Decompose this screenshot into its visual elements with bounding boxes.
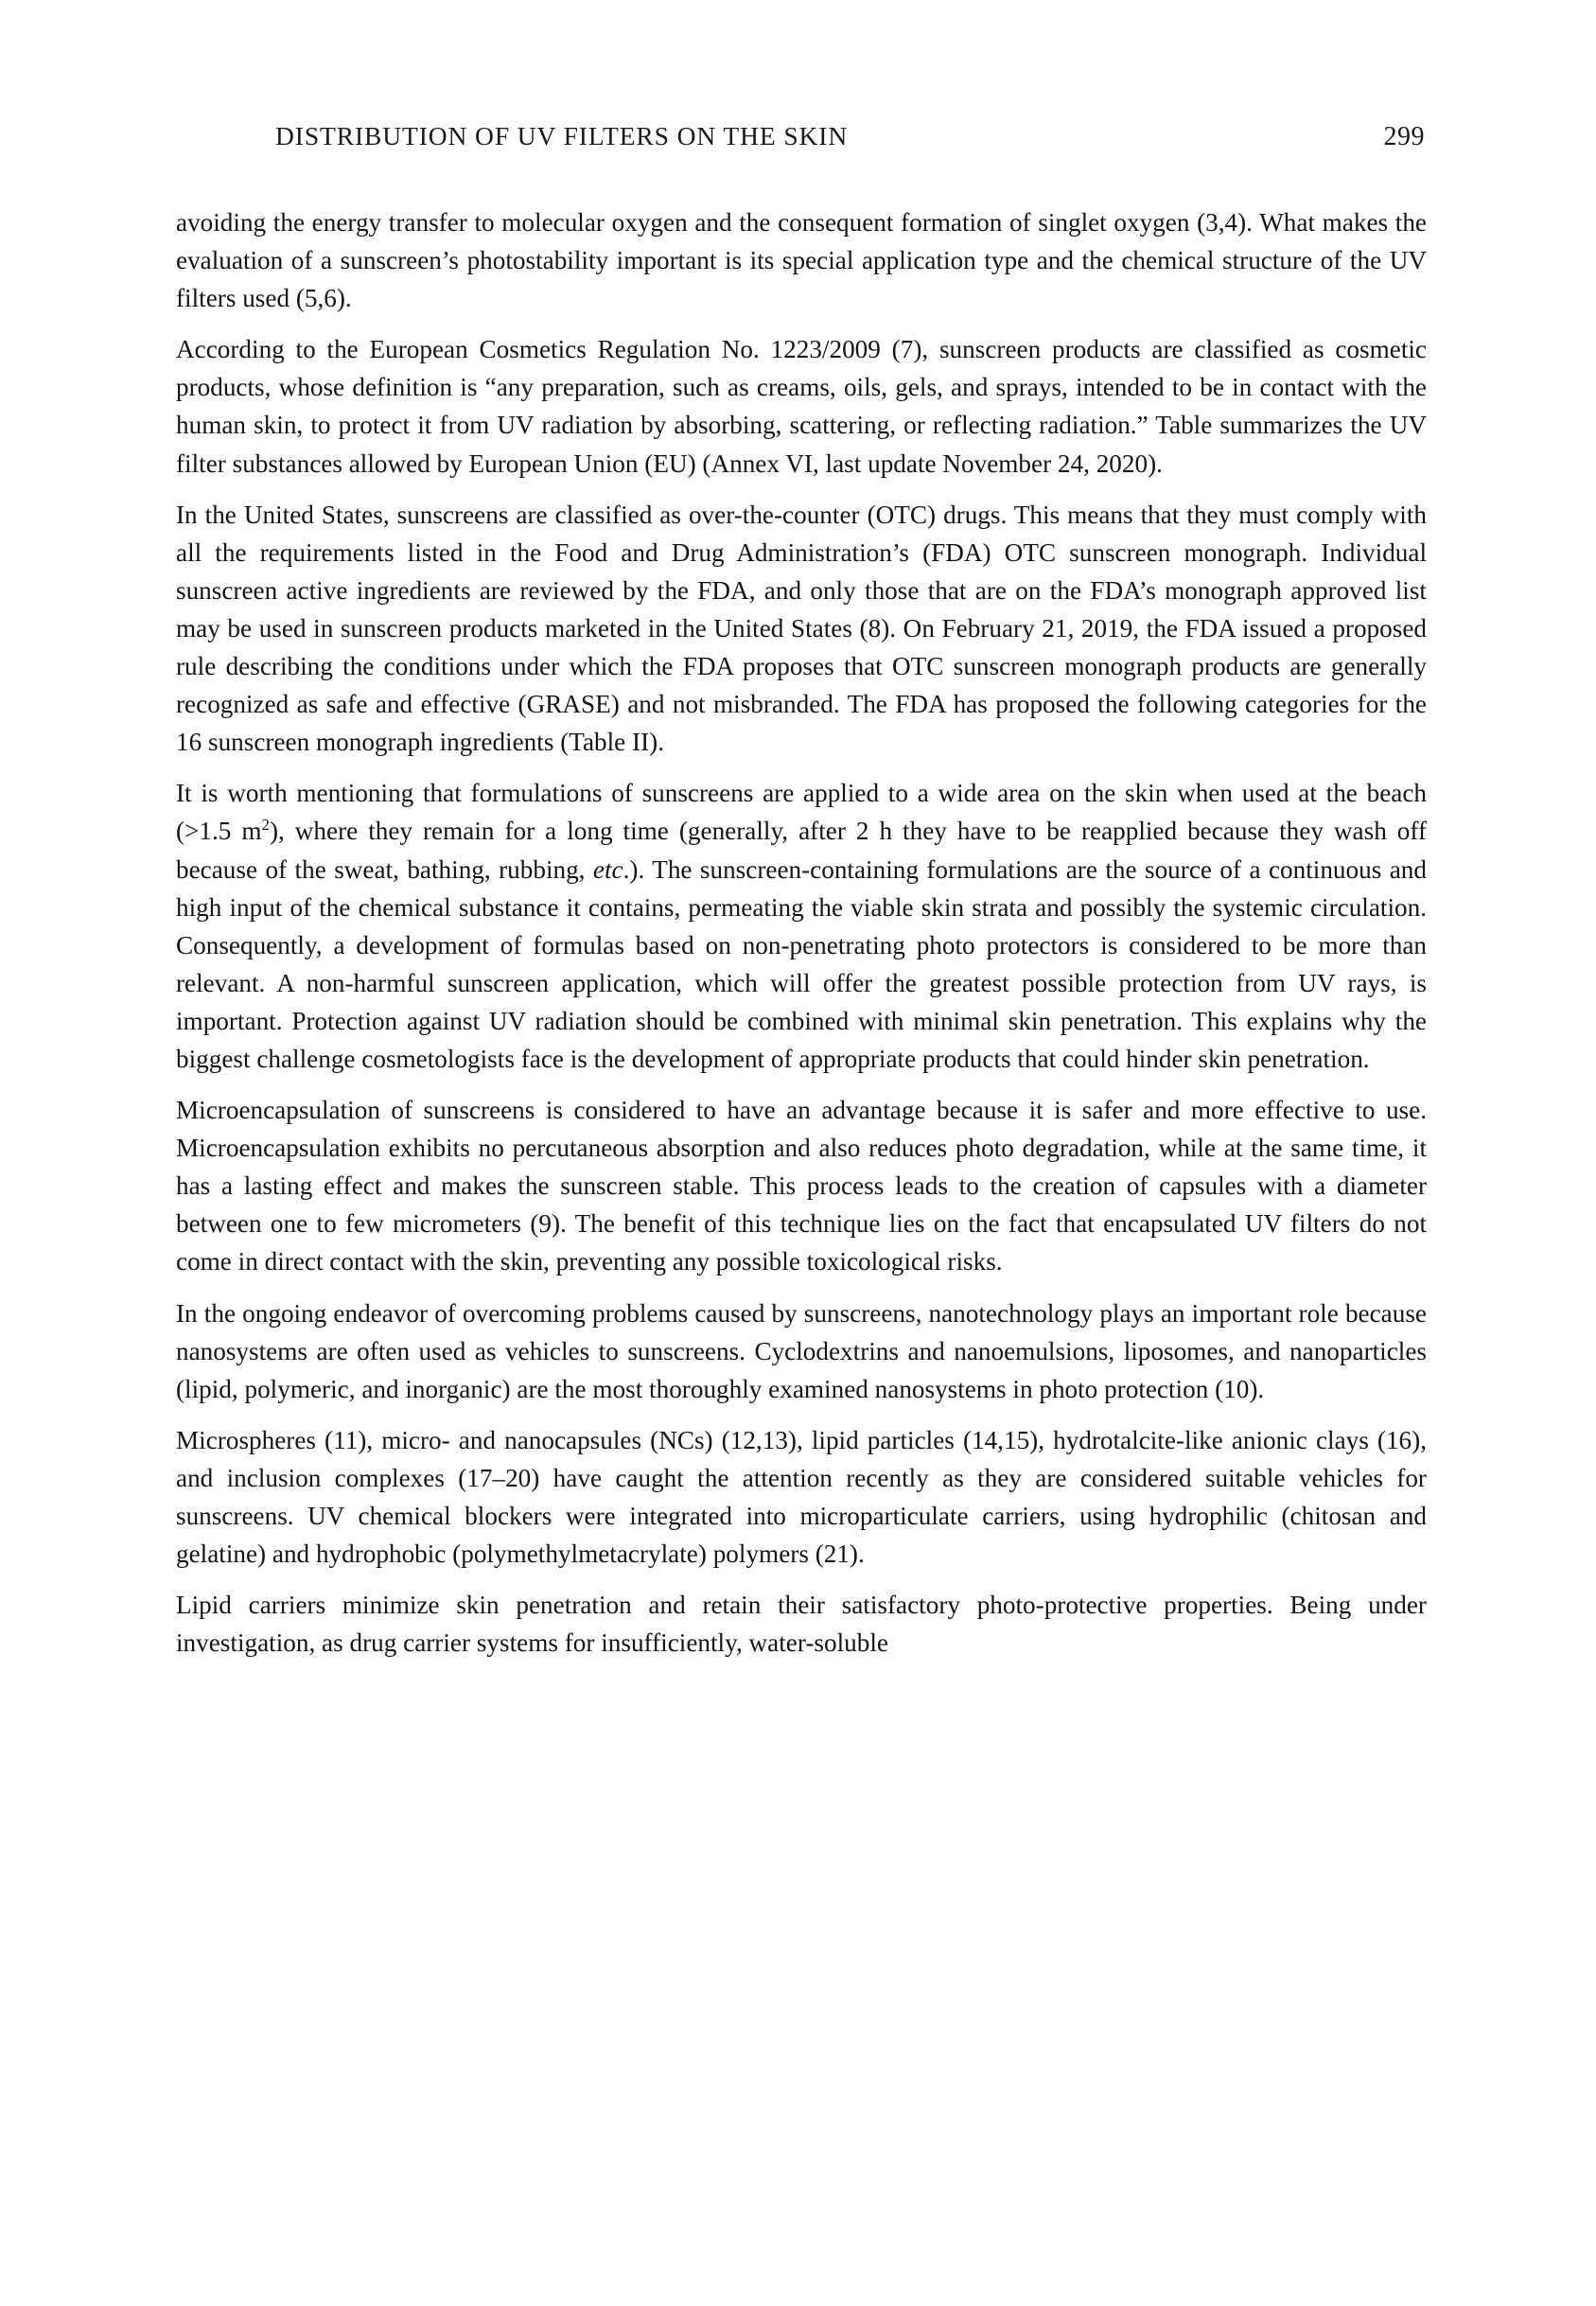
paragraph: Lipid carriers minimize skin penetration and retain their satisfactory photo-protective properties. Being under investigation, as drug carrier systems for insufficiently, water-soluble xyxy=(176,1591,1427,1658)
superscript-exponent: 2 xyxy=(261,816,270,835)
paragraph: In the ongoing endeavor of overcoming problems caused by sunscreens, nanotechnology plays an important role because nanosystems are often used as vehicles to sunscreens. Cyclodextrins and nanoemulsions, liposomes, and nanoparticles (lipid, polymeric, and inorganic) are the most thoroughly examined nanosystems in photo protection (10). xyxy=(176,1298,1427,1403)
running-title: DISTRIBUTION OF UV FILTERS ON THE SKIN xyxy=(275,121,849,150)
paragraph-segment: .). The sunscreen-containing formulations are the source of a continuous and high input of the chemical substance it contains, permeating the viable skin strata and possibly the systemic circulation. Consequently, a development of formulas based on non-penetrating photo protectors is considered to be more than relevant. A non-harmful sunscreen application, which will offer the greatest possible protection from UV rays, is important. Protection against UV radiation should be combined with minimal skin penetration. This explains why the biggest challenge cosmetologists face is the development of appropriate products that could hinder skin penetration. xyxy=(176,854,1427,1073)
paragraph: According to the European Cosmetics Regulation No. 1223/2009 (7), sunscreen products are classified as cosmetic products, whose definition is “any preparation, such as creams, oils, gels, and sprays, intended to be in contact with the human skin, to protect it from UV radiation by absorbing, scattering, or reflecting radiation.” Table summarizes the UV filter substances allowed by European Union (EU) (Annex VI, last update November 24, 2020). xyxy=(176,335,1427,478)
paragraph: Microspheres (11), micro- and nanocapsules (NCs) (12,13), lipid particles (14,15), hydrotalcite-like anionic clays (16), and inclusion complexes (17–20) have caught the attention recently as they are considered suitable vehicles for sunscreens. UV chemical blockers were integrated into microparticulate carriers, using hydrophilic (chitosan and gelatine) and hydrophobic (polymethylmetacrylate) polymers (21). xyxy=(176,1425,1427,1569)
body-text-column xyxy=(176,203,1427,1662)
italic-abbreviation: etc xyxy=(592,854,623,884)
running-head xyxy=(176,121,1425,152)
paragraph: Microencapsulation of sunscreens is considered to have an advantage because it is safer and more effective to use. Microencapsulation exhibits no percutaneous absorption and also reduces photo degradation, while at the same time, it has a lasting effect and makes the sunscreen stable. This process leads to the creation of capsules with a diameter between one to few micrometers (9). The benefit of this technique lies on the fact that encapsulated UV filters do not come in direct contact with the skin, preventing any possible toxicological risks. xyxy=(176,1096,1427,1276)
paragraph: avoiding the energy transfer to molecular oxygen and the consequent formation of singlet oxygen (3,4). What makes the evaluation of a sunscreen’s photostability important is its special application type and the chemical structure of the UV filters used (5,6). xyxy=(176,208,1427,313)
paragraph-segment: It is worth mentioning that formulations of sunscreens are applied to a wide area on the skin when used at the beach (>1.5 m xyxy=(176,779,1427,846)
paragraph: In the United States, sunscreens are classified as over-the-counter (OTC) drugs. This means that they must comply with all the requirements listed in the Food and Drug Administration’s (FDA) OTC sunscreen monograph. Individual sunscreen active ingredients are reviewed by the FDA, and only those that are on the FDA’s monograph approved list may be used in sunscreen products marketed in the United States (8). On February 21, 2019, the FDA issued a proposed rule describing the conditions under which the FDA proposes that OTC sunscreen monograph products are generally recognized as safe and effective (GRASE) and not misbranded. The FDA has proposed the following categories for the 16 sunscreen monograph ingredients (Table II). xyxy=(176,500,1427,757)
paragraph-segment: ), where they remain for a long time (generally, after 2 h they have to be reapplied because they wash off because of the sweat, bathing, rubbing, xyxy=(176,817,1427,884)
paragraph xyxy=(176,774,1427,1078)
page-number: 299 xyxy=(1383,122,1425,151)
